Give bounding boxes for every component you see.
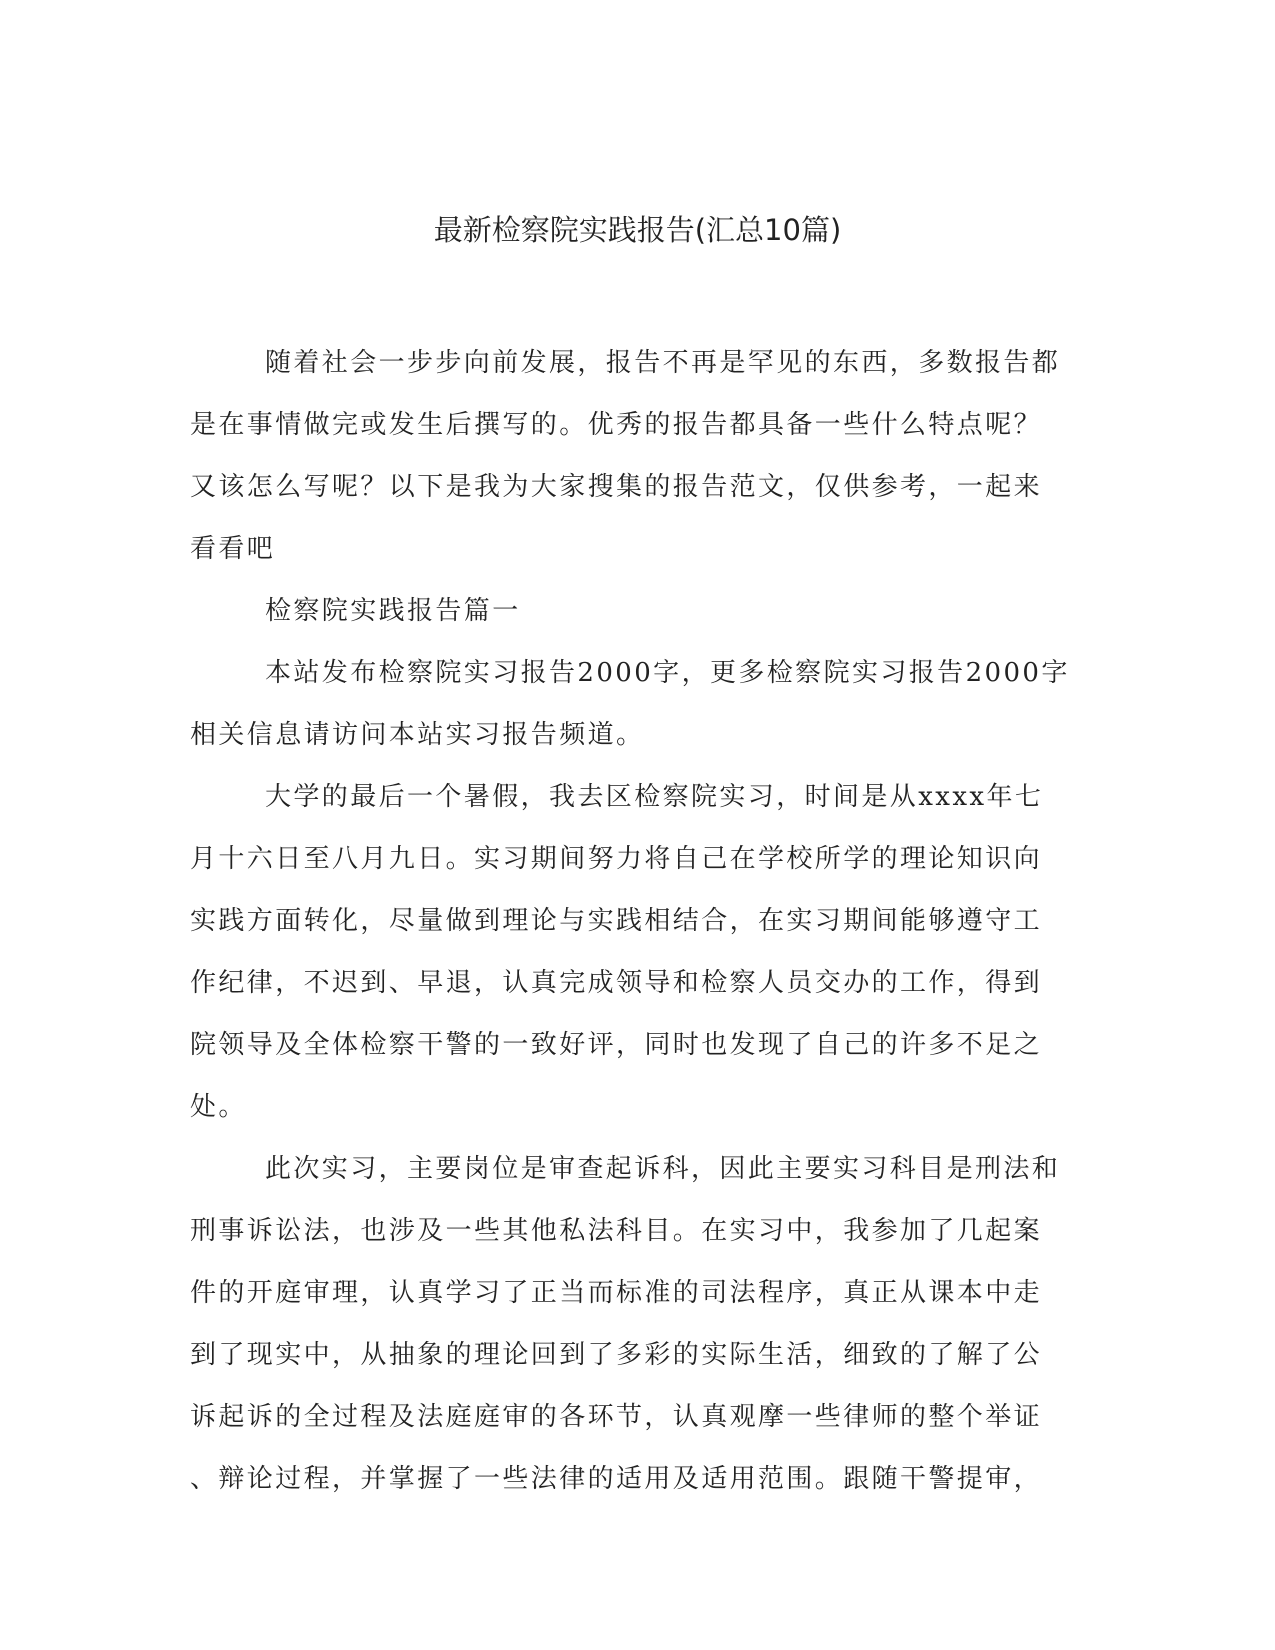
text-line: 随着社会一步步向前发展，报告不再是罕见的东西，多数报告都 <box>265 348 1061 378</box>
paragraph-internship <box>190 766 1080 1138</box>
document-title: 最新检察院实践报告(汇总10篇) <box>433 213 842 247</box>
paragraph-position <box>190 1138 1080 1510</box>
text-line: 诉起诉的全过程及法庭庭审的各环节，认真观摩一些律师的整个举证 <box>190 1402 1043 1432</box>
text-line: 此次实习，主要岗位是审查起诉科，因此主要实习科目是刑法和 <box>265 1154 1061 1184</box>
section-heading <box>190 580 1080 642</box>
text-line: 件的开庭审理，认真学习了正当而标准的司法程序，真正从课本中走 <box>190 1278 1043 1308</box>
text-line: 作纪律，不迟到、早退，认真完成领导和检察人员交办的工作，得到 <box>190 968 1043 998</box>
text-line: 相关信息请访问本站实习报告频道。 <box>190 720 645 750</box>
text-line: 处。 <box>190 1092 247 1122</box>
text-line: 大学的最后一个暑假，我去区检察院实习，时间是从xxxx年七 <box>265 782 1044 812</box>
document-body <box>190 332 1080 1510</box>
text-line: 院领导及全体检察干警的一致好评，同时也发现了自己的许多不足之 <box>190 1030 1043 1060</box>
text-line: 刑事诉讼法，也涉及一些其他私法科目。在实习中，我参加了几起案 <box>190 1216 1043 1246</box>
text-line: 检察院实践报告篇一 <box>265 596 521 626</box>
text-line: 又该怎么写呢？以下是我为大家搜集的报告范文，仅供参考，一起来 <box>190 472 1043 502</box>
paragraph-intro <box>190 332 1080 580</box>
text-line: 看看吧 <box>190 534 276 564</box>
text-line: 到了现实中，从抽象的理论回到了多彩的实际生活，细致的了解了公 <box>190 1340 1043 1370</box>
text-line: 本站发布检察院实习报告2000字，更多检察院实习报告2000字 <box>265 658 1070 688</box>
text-line: 月十六日至八月九日。实习期间努力将自己在学校所学的理论知识向 <box>190 844 1043 874</box>
text-line: 、辩论过程，并掌握了一些法律的适用及适用范围。跟随干警提审， <box>190 1464 1043 1494</box>
paragraph-site-note <box>190 642 1080 766</box>
text-line: 是在事情做完或发生后撰写的。优秀的报告都具备一些什么特点呢？ <box>190 410 1043 440</box>
text-line: 实践方面转化，尽量做到理论与实践相结合，在实习期间能够遵守工 <box>190 906 1043 936</box>
